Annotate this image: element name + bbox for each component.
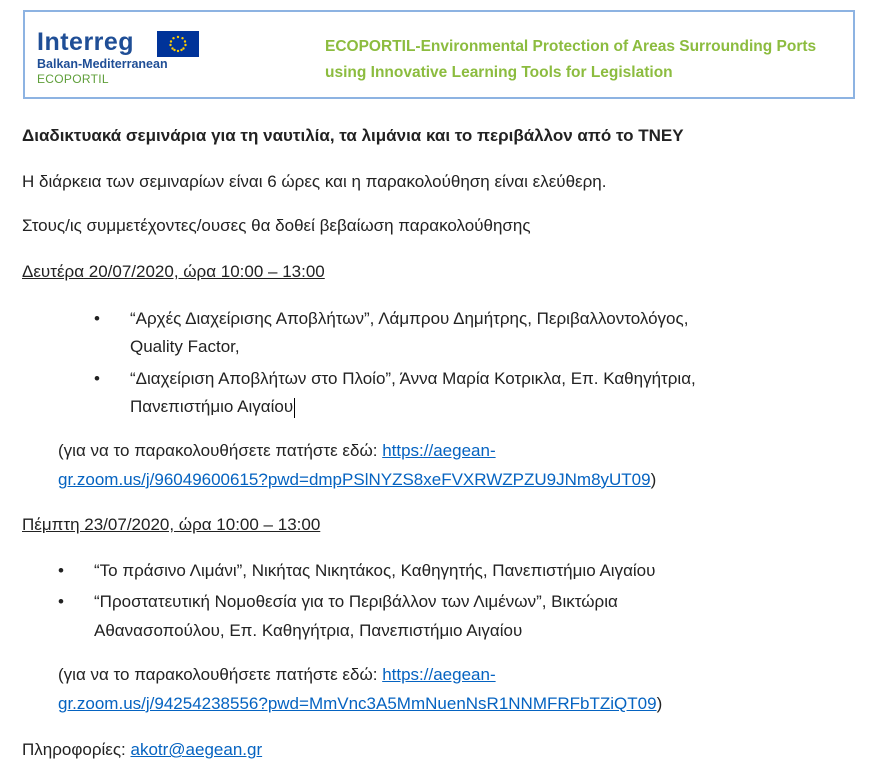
session-1-item-1-line-2: Quality Factor, (130, 337, 240, 356)
session-1-date: Δευτέρα 20/07/2020, ώρα 10:00 – 13:00 (22, 262, 325, 281)
interreg-logo (37, 28, 207, 88)
session-2-date: Πέμπτη 23/07/2020, ώρα 10:00 – 13:00 (22, 515, 321, 534)
logo-wordmark: Interreg (37, 28, 135, 56)
session-2-link-line-2 (58, 691, 662, 717)
session-1-item-2-line-1: “Διαχείριση Αποβλήτων στο Πλοίο”, Άννα Μαρία Κοτρικλα, Επ. Καθηγήτρια, (130, 369, 696, 388)
certificate-text: Στους/ις συμμετέχοντες/ουσες θα δοθεί βεβαίωση παρακολούθησης (22, 216, 531, 235)
session-2-item-2-line-2: Αθανασοπούλου, Επ. Καθηγήτρια, Πανεπιστήμιο Αιγαίου (94, 621, 523, 640)
session-1-zoom-link-cont[interactable]: gr.zoom.us/j/96049600615?pwd=dmpPSlNYZS8xeFVXRWZPZU9JNm8yUT09 (58, 470, 651, 489)
session-1-link-suffix: ) (650, 470, 657, 489)
info-line (22, 737, 262, 763)
bullet-icon: • (94, 309, 100, 328)
session-1-item-2-line-2-text: Πανεπιστήμιο Αιγαίου (130, 397, 294, 416)
session-2-zoom-link[interactable]: https://aegean- (382, 665, 496, 684)
duration-text: Η διάρκεια των σεμιναρίων είναι 6 ώρες και η παρακολούθηση είναι ελεύθερη. (22, 172, 607, 191)
bullet-icon: • (58, 561, 64, 580)
document-heading: Διαδικτυακά σεμινάρια για τη ναυτιλία, τα λιμάνια και το περιβάλλον από το ΤΝΕΥ (22, 126, 684, 145)
bullet-icon: • (58, 592, 64, 611)
logo-subtitle: Balkan-Mediterranean (37, 57, 168, 71)
project-title-line-1: ECOPORTIL-Environmental Protection of Areas Surrounding Ports (325, 38, 817, 55)
session-2-link-prefix: (για να το παρακολουθήσετε πατήστε εδώ: (58, 665, 383, 684)
session-1-item-1-line-1: “Αρχές Διαχείρισης Αποβλήτων”, Λάμπρου Δημήτρης, Περιβαλλοντολόγος, (130, 309, 689, 328)
logo-project-name: ECOPORTIL (37, 72, 109, 86)
session-1-link-line-1 (58, 438, 496, 464)
project-title (325, 34, 850, 86)
eu-flag-icon (157, 31, 199, 57)
session-2-zoom-link-cont[interactable]: gr.zoom.us/j/94254238556?pwd=MmVnc3A5MmNuenNsR1NNMFRFbTZiQT09 (58, 694, 657, 713)
info-email-link[interactable]: akotr@aegean.gr (130, 740, 263, 759)
session-1-link-prefix: (για να το παρακολουθήσετε πατήστε εδώ: (58, 441, 383, 460)
session-2-item-2-line-1: “Προστατευτική Νομοθεσία για το Περιβάλλον των Λιμένων”, Βικτώρια (94, 592, 618, 611)
project-title-line-2: using Innovative Learning Tools for Legislation (325, 64, 673, 81)
info-label: Πληροφορίες: (22, 740, 131, 759)
session-1-zoom-link[interactable]: https://aegean- (382, 441, 496, 460)
session-2-item-1-line-1: “Το πράσινο Λιμάνι”, Νικήτας Νικητάκος, Καθηγητής, Πανεπιστήμιο Αιγαίου (94, 561, 656, 580)
document-header-box (23, 10, 855, 99)
session-2-link-suffix: ) (656, 694, 663, 713)
session-1-item-2-line-2 (130, 394, 295, 420)
session-2-link-line-1 (58, 662, 496, 688)
session-1-link-line-2 (58, 467, 656, 493)
bullet-icon: • (94, 369, 100, 388)
text-cursor (294, 398, 295, 418)
